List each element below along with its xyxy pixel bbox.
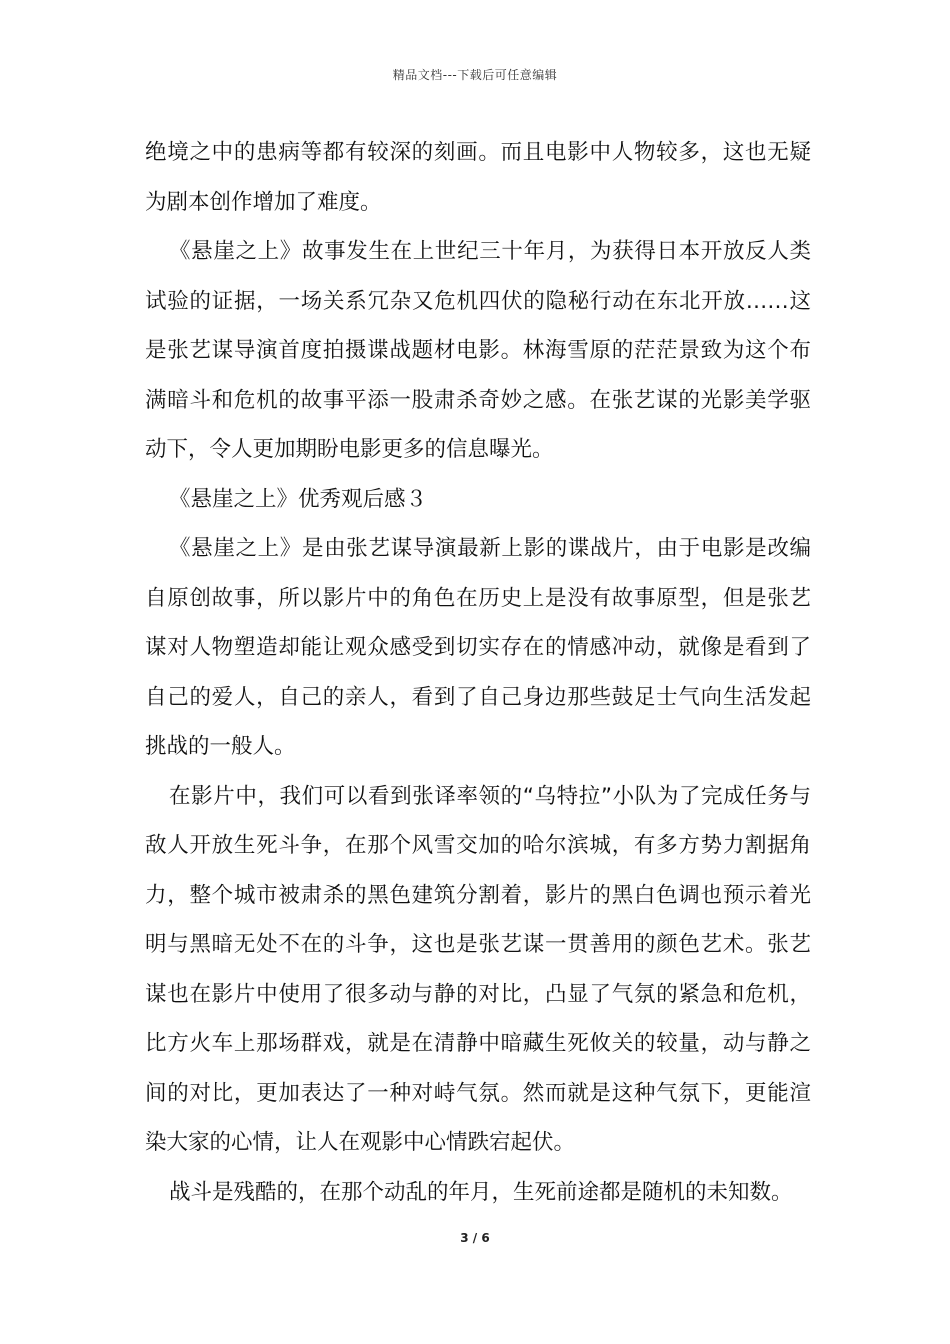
document-body — [145, 128, 811, 1217]
paragraph: 战斗是残酷的，在那个动乱的年月，生死前途都是随机的未知数。 — [169, 1179, 793, 1205]
page-header: 精品文档---下载后可任意编辑 — [392, 68, 558, 82]
paragraph: 绝境之中的患病等都有较深的刻画。而且电影中人物较多，这也无疑为剧本创作增加了难度。 — [145, 140, 811, 215]
paragraph: 《悬崖之上》是由张艺谋导演最新上影的谍战片，由于电影是改编自原创故事，所以影片中的角色在历史上是没有故事原型，但是张艺谋对人物塑造却能让观众感受到切实存在的情感冲动，就像是看到了自己的爱人，自己的亲人，看到了自己身边那些鼓足士气向生活发起挑战的一般人。 — [145, 536, 811, 759]
section-heading: 《悬崖之上》优秀观后感３ — [169, 486, 428, 512]
paragraph: 《悬崖之上》故事发生在上世纪三十年月，为获得日本开放反人类试验的证据，一场关系冗杂又危机四伏的隐秘行动在东北开放……这是张艺谋导演首度拍摄谍战题材电影。林海雪原的茫茫景致为这个布满暗斗和危机的故事平添一股肃杀奇妙之感。在张艺谋的光影美学驱动下，令人更加期盼电影更多的信息曝光。 — [145, 239, 811, 462]
paragraph: 在影片中，我们可以看到张译率领的“乌特拉”小队为了完成任务与敌人开放生死斗争，在那个风雪交加的哈尔滨城，有多方势力割据角力，整个城市被肃杀的黑色建筑分割着，影片的黑白色调也预示着光明与黑暗无处不在的斗争，这也是张艺谋一贯善用的颜色艺术。张艺谋也在影片中使用了很多动与静的对比，凸显了气氛的紧急和危机，比方火车上那场群戏，就是在清静中暗藏生死攸关的较量，动与静之间的对比，更加表达了一种对峙气氛。然而就是这种气氛下，更能渲染大家的心情，让人在观影中心情跌宕起伏。 — [145, 783, 811, 1155]
page-number: 3 / 6 — [460, 1231, 490, 1245]
